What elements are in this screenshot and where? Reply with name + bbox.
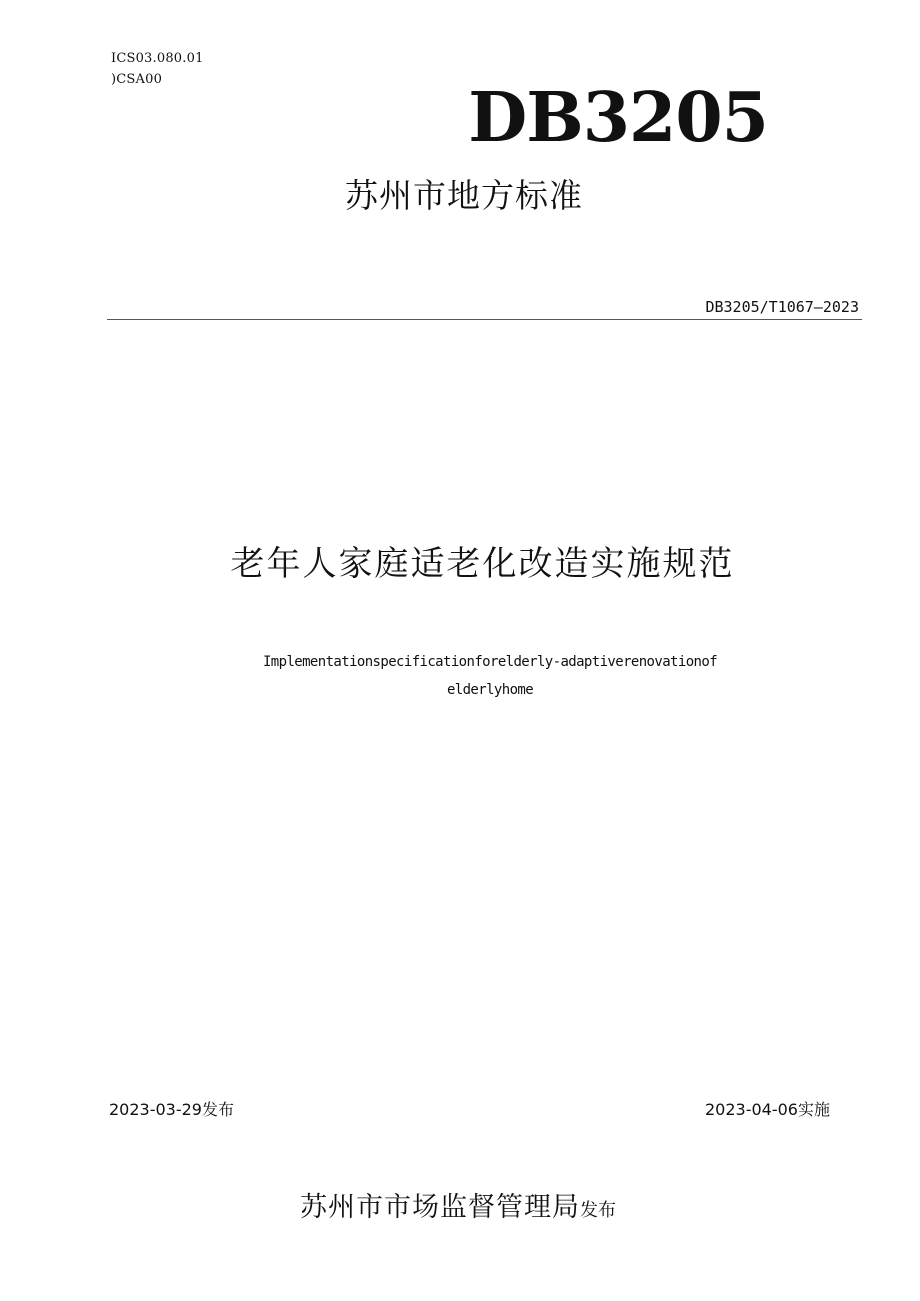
standard-number: DB3205/T1067—2023 bbox=[705, 298, 859, 316]
issuer-suffix: 发布 bbox=[580, 1200, 616, 1221]
document-title-english bbox=[0, 648, 920, 704]
header-divider bbox=[107, 319, 862, 320]
document-title-chinese: 老年人家庭适老化改造实施规范 bbox=[230, 544, 735, 584]
issuer-organization: 苏州市市场监督管理局 bbox=[300, 1192, 580, 1223]
standard-mark: DB3205 bbox=[468, 78, 768, 158]
issue-date: 2023-03-29发布 bbox=[109, 1100, 234, 1119]
english-title-line-1: Implementationspecificationforelderly-adaptiverenovationof bbox=[262, 654, 718, 670]
ics-code: ICS03.080.01 bbox=[111, 51, 204, 66]
standard-type: 苏州市地方标准 bbox=[345, 176, 583, 215]
ccs-code: )CSA00 bbox=[111, 72, 163, 87]
issuer bbox=[300, 1188, 616, 1231]
english-title-line-2: elderlyhome bbox=[446, 682, 534, 698]
implementation-date: 2023-04-06实施 bbox=[705, 1100, 830, 1119]
